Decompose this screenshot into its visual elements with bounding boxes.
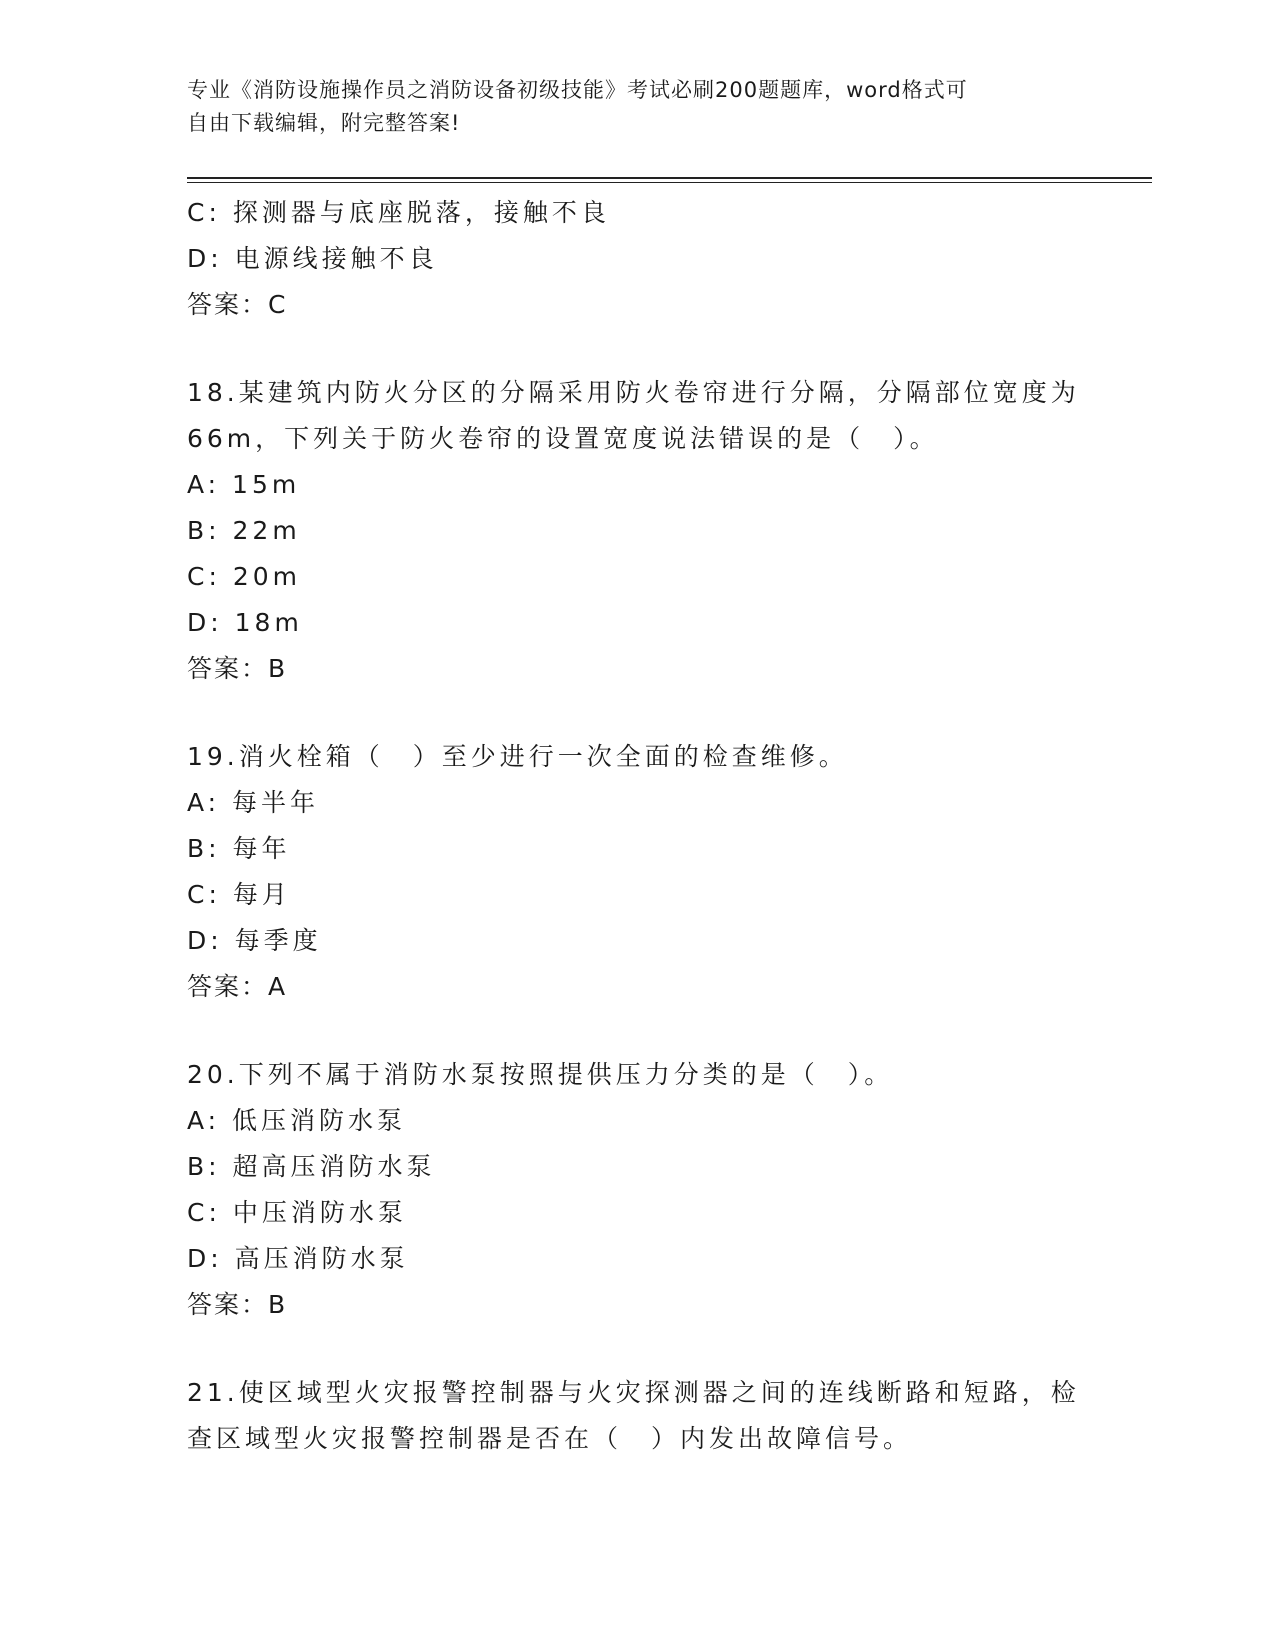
- answer-line: 答案：C: [187, 290, 288, 319]
- option-line: B: 22m: [187, 516, 301, 545]
- option-line: C: 每月: [187, 880, 291, 909]
- answer-line: 答案：A: [187, 972, 288, 1001]
- question-18: [187, 370, 1087, 692]
- header-line-2: 自由下载编辑，附完整答案!: [187, 111, 461, 135]
- answer-line: 答案：B: [187, 1290, 288, 1319]
- question-stem: 21.使区域型火灾报警控制器与火灾探测器之间的连线断路和短路，检: [187, 1378, 1080, 1407]
- header-line-1: 专业《消防设施操作员之消防设备初级技能》考试必刷200题题库，word格式可: [187, 78, 968, 102]
- option-line: A: 每半年: [187, 788, 320, 817]
- question-stem: 18.某建筑内防火分区的分隔采用防火卷帘进行分隔，分隔部位宽度为: [187, 378, 1080, 407]
- option-line: B: 超高压消防水泵: [187, 1152, 436, 1181]
- answer-line: 答案：B: [187, 654, 288, 683]
- option-line: D: 电源线接触不良: [187, 244, 438, 273]
- option-line: A: 低压消防水泵: [187, 1106, 407, 1135]
- question-stem: 20.下列不属于消防水泵按照提供压力分类的是（ ）。: [187, 1060, 894, 1089]
- option-line: C: 中压消防水泵: [187, 1198, 407, 1227]
- question-stem: 19.消火栓箱（ ）至少进行一次全面的检查维修。: [187, 742, 848, 771]
- option-line: D: 18m: [187, 608, 303, 637]
- document-header: [187, 74, 1087, 140]
- question-stem: 66m，下列关于防火卷帘的设置宽度说法错误的是（ ）。: [187, 424, 939, 453]
- option-line: B: 每年: [187, 834, 291, 863]
- question-21: [187, 1370, 1087, 1462]
- option-line: D: 高压消防水泵: [187, 1244, 409, 1273]
- question-20: [187, 1052, 1087, 1328]
- document-body: [187, 190, 1087, 1462]
- option-line: A: 15m: [187, 470, 301, 499]
- header-divider: [187, 177, 1152, 183]
- option-line: C: 20m: [187, 562, 302, 591]
- question-17-continued: [187, 190, 1087, 328]
- option-line: C: 探测器与底座脱落，接触不良: [187, 198, 610, 227]
- option-line: D: 每季度: [187, 926, 322, 955]
- question-stem: 查区域型火灾报警控制器是否在（ ）内发出故障信号。: [187, 1424, 913, 1453]
- question-19: [187, 734, 1087, 1010]
